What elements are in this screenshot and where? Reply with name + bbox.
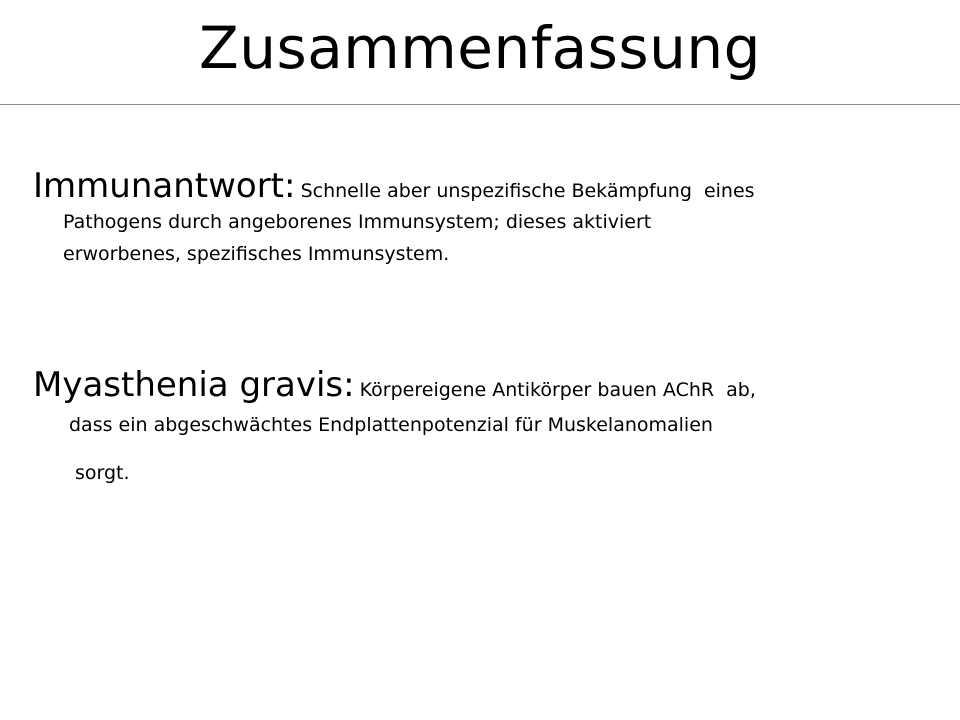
desc-immunantwort-line-2: Pathogens durch angeborenes Immunsystem; dieses aktiviert bbox=[63, 211, 652, 233]
summary-item-myasthenia-gravis bbox=[33, 363, 756, 407]
title-divider bbox=[0, 104, 960, 105]
term-myasthenia-gravis: Myasthenia gravis: bbox=[33, 365, 355, 405]
slide-title: Zusammenfassung bbox=[199, 14, 761, 82]
term-immunantwort: Immunantwort: bbox=[33, 166, 296, 206]
desc-myasthenia-line-2: dass ein abgeschwächtes Endplattenpotenzial für Muskelanomalien bbox=[69, 414, 713, 436]
desc-myasthenia-line-1: Körpereigene Antikörper bauen AChR ab, bbox=[359, 379, 756, 401]
desc-myasthenia-line-3: sorgt. bbox=[75, 462, 130, 484]
summary-item-immunantwort bbox=[33, 164, 755, 208]
desc-immunantwort-line-3: erworbenes, spezifisches Immunsystem. bbox=[63, 243, 450, 265]
desc-immunantwort-line-1: Schnelle aber unspezifische Bekämpfung eines bbox=[300, 180, 755, 202]
